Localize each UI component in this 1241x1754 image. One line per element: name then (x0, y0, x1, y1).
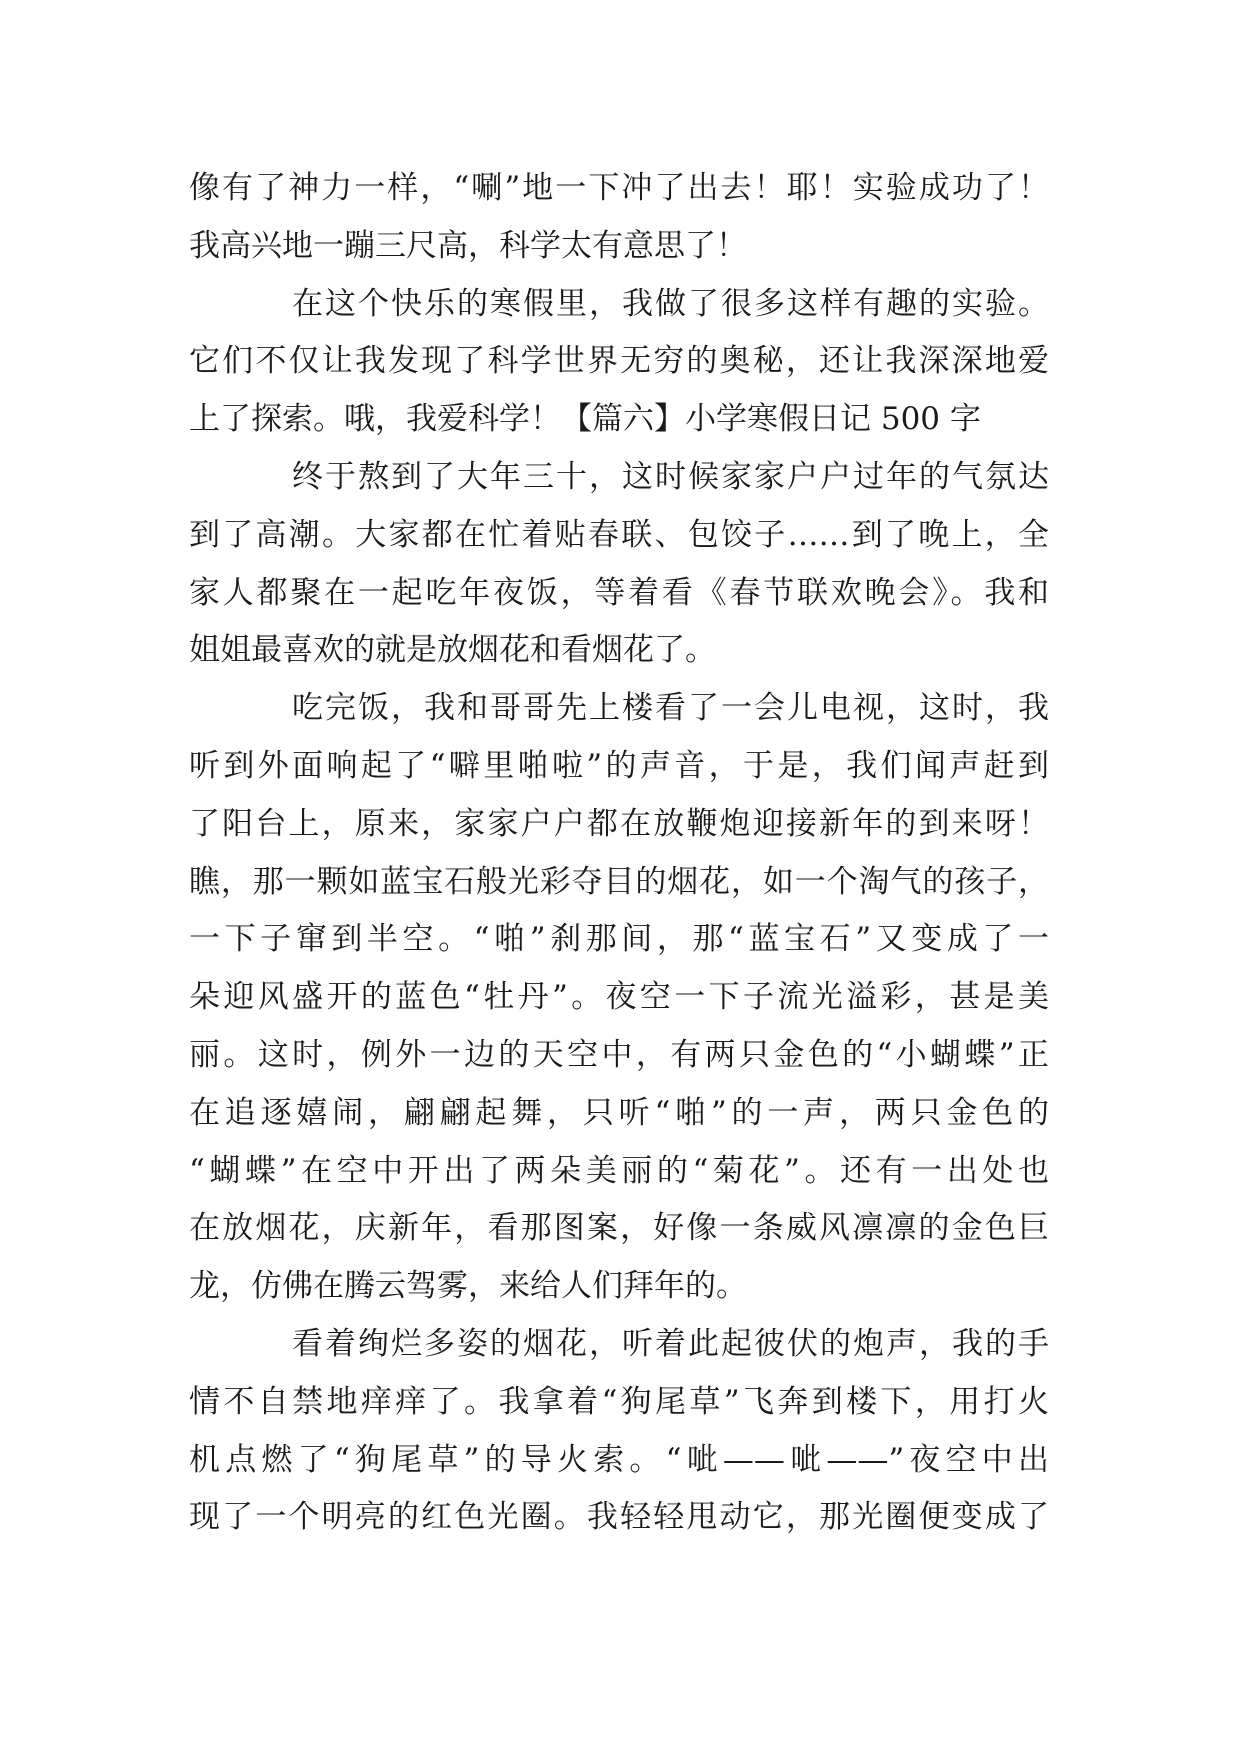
text-line: 姐姐最喜欢的就是放烟花和看烟花了。 (189, 632, 716, 669)
text-line: “蝴蝶”在空中开出了两朵美丽的“菊花”。还有一出处也 (189, 1152, 1049, 1189)
text-line: 在追逐嬉闹，翩翩起舞，只听“啪”的一声，两只金色的 (189, 1094, 1049, 1131)
document-body (189, 160, 1049, 1547)
text-line: 一下子窜到半空。“啪”刹那间，那“蓝宝石”又变成了一 (189, 921, 1049, 958)
paragraph-first-line: 在这个快乐的寒假里，我做了很多这样有趣的实验。 (292, 285, 1049, 322)
text-line: 机点燃了“狗尾草”的导火索。“呲——呲——”夜空中出 (189, 1441, 1049, 1478)
text-line: 它们不仅让我发现了科学世界无穷的奥秘，还让我深深地爱 (189, 343, 1049, 380)
text-line: 我高兴地一蹦三尺高，科学太有意思了！ (189, 227, 747, 264)
text-line: 了阳台上，原来，家家户户都在放鞭炮迎接新年的到来呀！ (189, 805, 1049, 842)
text-line: 上了探索。哦，我爱科学！【篇六】小学寒假日记 500 字 (189, 401, 981, 438)
text-line: 到了高潮。大家都在忙着贴春联、包饺子……到了晚上，全 (189, 516, 1049, 553)
text-line: 丽。这时，例外一边的天空中，有两只金色的“小蝴蝶”正 (189, 1036, 1049, 1073)
paragraph-first-line: 终于熬到了大年三十，这时候家家户户过年的气氛达 (292, 458, 1049, 495)
text-line: 情不自禁地痒痒了。我拿着“狗尾草”飞奔到楼下，用打火 (189, 1383, 1049, 1420)
text-line: 像有了神力一样，“唰”地一下冲了出去！耶！实验成功了！ (189, 170, 1049, 206)
text-line: 现了一个明亮的红色光圈。我轻轻甩动它，那光圈便变成了 (189, 1499, 1049, 1536)
paragraph-first-line: 看着绚烂多姿的烟花，听着此起彼伏的炮声，我的手 (292, 1325, 1049, 1362)
text-line: 在放烟花，庆新年，看那图案，好像一条威风凛凛的金色巨 (189, 1210, 1049, 1247)
text-line: 龙，仿佛在腾云驾雾，来给人们拜年的。 (189, 1268, 747, 1305)
text-line: 家人都聚在一起吃年夜饭，等着看《春节联欢晚会》。我和 (189, 574, 1049, 611)
text-line: 朵迎风盛开的蓝色“牡丹”。夜空一下子流光溢彩，甚是美 (189, 979, 1049, 1016)
text-line: 听到外面响起了“噼里啪啦”的声音，于是，我们闻声赶到 (189, 747, 1049, 784)
paragraph-first-line: 吃完饭，我和哥哥先上楼看了一会儿电视，这时，我 (292, 690, 1049, 727)
text-line: 瞧，那一颗如蓝宝石般光彩夺目的烟花，如一个淘气的孩子， (189, 863, 1049, 900)
